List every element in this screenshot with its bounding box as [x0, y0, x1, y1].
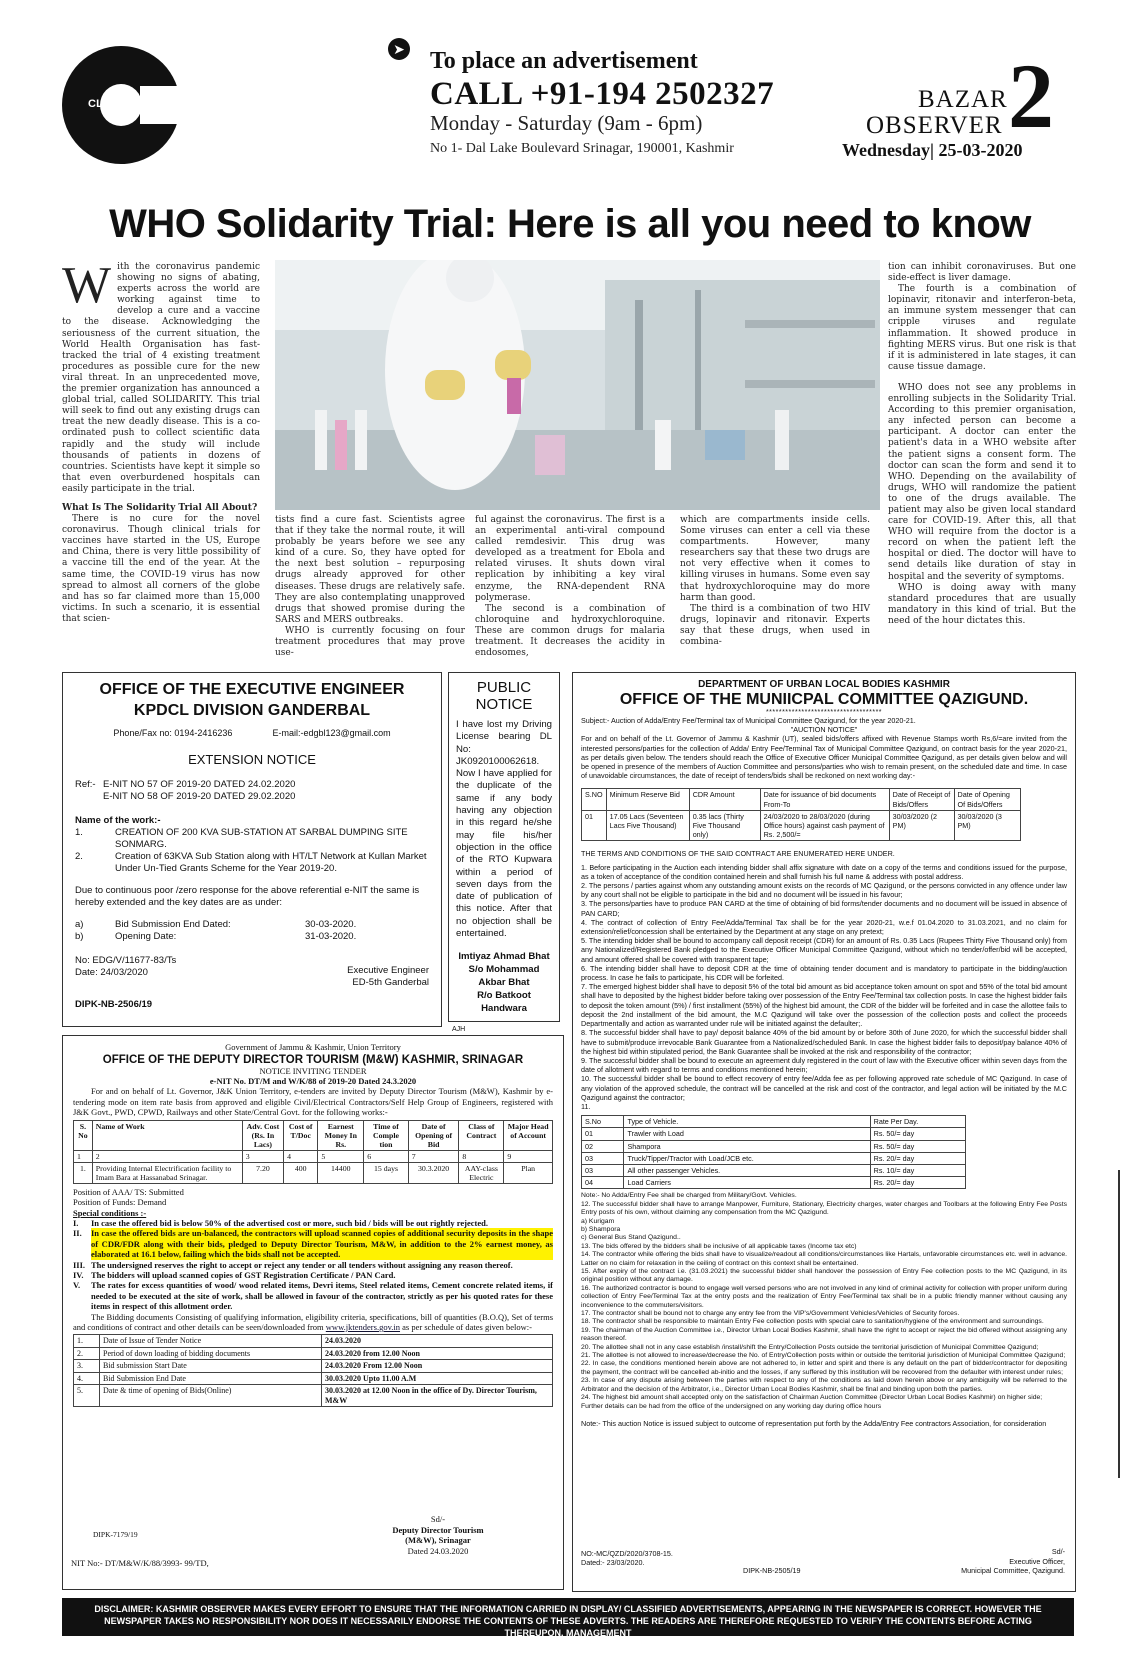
term-item: 17. The contractor shall be bound not to charge any entry fee from the VIP's/Government Vehicles/Vehicles of Security forces.	[581, 1310, 960, 1318]
ad-address: No 1- Dal Lake Boulevard Srinagar, 190001, Kashmir	[430, 141, 734, 156]
table-cell: 30/03/2020 (2 PM)	[889, 810, 954, 841]
table-row	[582, 1152, 966, 1164]
qazigund-auction-notice	[572, 672, 1076, 1592]
article-paragraph: WHO is doing away with many standard procedures that are usually mandatory in this kind of trial. But the need of the hour dictates this.	[888, 582, 1076, 626]
tourism-conditions	[73, 1218, 553, 1312]
tourism-docs	[73, 1312, 553, 1333]
ad-hours: Monday - Saturday (9am - 6pm)	[430, 111, 703, 135]
qazigund-terms-continued	[581, 1192, 1067, 1411]
table-cell: AAY-class Electric	[459, 1162, 504, 1183]
kpdcl-refs	[75, 779, 429, 803]
qazigund-terms-title: THE TERMS AND CONDITIONS OF THE SAID CONTRACT ARE ENUMERATED HERE UNDER.	[581, 849, 895, 859]
public-notice-signatory	[456, 950, 552, 1015]
tourism-title: OFFICE OF THE DEPUTY DIRECTOR TOURISM (M&W) KASHMIR, SRINAGAR	[102, 1054, 524, 1066]
article-column-1	[62, 257, 260, 625]
qazigund-dept: DEPARTMENT OF URBAN LOCAL BODIES KASHMIR	[698, 679, 950, 690]
table-cell: 30.3.2020	[408, 1162, 459, 1183]
table-cell: 3	[242, 1150, 283, 1162]
table-cell: Rs. 50/= day	[870, 1140, 965, 1152]
article-paragraph: The second is a combination of chloroquine and hydroxychloroquine. These are common drugs for malaria treatment. It decreases the acidity in endosomes,	[475, 603, 665, 659]
key-date-label: b)	[75, 931, 84, 942]
kpdcl-date: Date: 24/03/2020	[75, 967, 148, 978]
tourism-sub: NOTICE INVITING TENDER	[259, 1066, 367, 1076]
term-item: Further details can be had from the office of the undersigned on any working day during office hours	[581, 1402, 882, 1410]
table-cell: Date of Issue of Tender Notice	[100, 1335, 322, 1348]
key-date	[75, 919, 429, 931]
classifieds-logo	[62, 46, 180, 166]
table-cell: Rs. 20/= day	[870, 1177, 965, 1189]
table-cell: 1	[74, 1150, 93, 1162]
position-line: Position of AAA/ TS: Submitted	[73, 1186, 184, 1197]
term-item: 13. The bids offered by the bidders shall be inclusive of all applicable taxes (Income tax etc)	[581, 1242, 857, 1250]
qazigund-ref	[581, 1549, 673, 1567]
table-cell: 15 days	[364, 1162, 409, 1183]
table-cell: 4.	[74, 1372, 100, 1385]
public-notice-body: I have lost my Driving License bearing DL No: JK0920100062618. Now I have applied for the duplicate of the same if any body having any objection in this regard he/she may file his/her objection in the office of the RTO Kupwara within a period of seven days from the date of publication of this notice. After that no objection shall be entertained.	[456, 719, 552, 940]
tourism-dipk: DIPK-7179/19	[93, 1530, 138, 1539]
jktenders-link[interactable]: www.jktenders.gov.in	[325, 1322, 401, 1333]
ref-line: E-NIT NO 57 OF 2019-20 DATED 24.02.2020	[103, 779, 296, 790]
public-notice-subtitle: NOTICE	[475, 696, 533, 713]
table-header-cell: CDR Amount	[689, 789, 760, 810]
table-cell: 24.03.2020	[322, 1335, 553, 1348]
table-cell: Trawler with Load	[624, 1128, 870, 1140]
term-item: Note:- No Adda/Entry Fee shall be charged from Military/Govt. Vehicles.	[581, 1192, 797, 1200]
table-header-cell: Adv. Cost (Rs. In Lacs)	[242, 1120, 283, 1150]
table-cell: Providing Internal Electrification facility to Imam Bara at Hassanabad Srinagar.	[92, 1162, 242, 1183]
kpdcl-footer	[75, 955, 429, 989]
key-date-label: a)	[75, 919, 84, 930]
signatory-line: S/o Mohammad	[468, 964, 540, 976]
table-row	[74, 1162, 553, 1183]
table-cell: 01	[582, 810, 607, 841]
table-cell: 0.35 lacs (Thirty Five Thousand only)	[689, 810, 760, 841]
tourism-intro: For and on behalf of Lt. Governor, J&K Union Territory, e-tenders are invited by Deputy Director Tourism (M&W), Kashmir by e-tendering mode on item rate basis from approved and eligible Civil/Electrical Contractors/Self Help Group of Engineers, registered with J&K Govt., PWD, CPWD, Railways and other State/Central Govt. for the following works:-	[73, 1086, 553, 1118]
qazigund-stars: ************************************	[765, 709, 883, 716]
table-row	[582, 1177, 966, 1189]
arrow-circle-icon: ➤	[388, 38, 410, 60]
condition-number: I.	[73, 1218, 79, 1228]
term-item: 14. The contractor while offering the bids shall have to visualize/readout all conditions/circumstances like Hartals, unfavorable circumstances etc. well in advance. Latter on no claim for relaxation in the ceiling of contract on this context shall be entertained.	[581, 1251, 1067, 1267]
qazigund-note: Note:- This auction Notice is issued subject to outcome of representation put forth by the Adda/Entry Fee contractors Association, for consideration	[581, 1418, 1047, 1428]
table-header-cell: Rate Per Day.	[870, 1116, 965, 1128]
table-header-cell: S.NO	[582, 789, 607, 810]
tourism-tender-notice	[62, 1035, 564, 1590]
signatory-line: Handwara	[481, 1003, 527, 1015]
qazigund-dated: Dated:- 23/03/2020.	[581, 1557, 645, 1567]
tourism-signature	[363, 1514, 513, 1556]
page-number: 2	[1008, 45, 1054, 147]
signatory-line: Akbar Bhat	[478, 977, 530, 989]
term-item: 15. After expiry of the contract i.e. (31.03.2021) the successful bidder shall handover the possession of Entry Fee collection posts to the MC Qazigund, in its original position without any damage.	[581, 1268, 1067, 1284]
term-item: 22. In case, the conditions mentioned herein above are not adhered to, in letter and spirit and there is any default on the part of bidder/contractor for depositing the payment, the contract will be cancelled ab-initio and the losses, if any suffered by this institution will be recovered from the defaulter with interest under rules;	[581, 1360, 1067, 1376]
table-header-cell: Date of Opening Of Bids/Offers	[954, 789, 1021, 810]
article-paragraph: which are compartments inside cells. Some viruses can enter a cell via these compartments. However, many researchers say that these two drugs are not very effective when it comes to killing viruses in humans. Some even say that hydroxychloroquine may do more harm than good.	[680, 515, 870, 603]
table-cell: 7	[408, 1150, 459, 1162]
work-number: 1.	[75, 827, 83, 838]
table-cell: 04	[582, 1177, 624, 1189]
qazigund-signatory-office: Municipal Committee, Qazigund.	[961, 1565, 1065, 1575]
tourism-nit: e-NIT No. DT/M and W/K/88 of 2019-20 Dated 24.3.2020	[209, 1076, 417, 1086]
sd-label: Sd/-	[1051, 1547, 1065, 1557]
table-header-cell: Date of Opening of Bid	[408, 1120, 459, 1150]
table-cell: 7.20	[242, 1162, 283, 1183]
table-cell: 30/03/2020 (3 PM)	[954, 810, 1021, 841]
article-paragraph: ith the coronavirus pandemic showing no signs of abating, experts across the world are working against time to develop a cure and a vaccine to the disease. Acknowledging the seriousness of the current situation, the World Health Organisation has fast-tracked the trial of 4 existing treatment procedures as possible cure for the new viral threat. In an unprecedented move, the premier organization has announced a global trial, called SOLIDARITY. This trial will seek to find out any existing drugs can treat the new deadly disease. This is a co-ordinated push to collect scientific data rapidly and the study will include thousands of patients in dozens of countries. Scientists have kept it simple so that even overburdened hospitals can easily participate in the trial.	[62, 262, 260, 494]
term-item: 2. The persons / parties against whom any outstanding amount exists on the records of MC Qazigund, or the persons convicted in any offence under law by any court shall not be eligible to participate in the bid and no document will be issued in his favour;	[581, 881, 1067, 900]
paper-name-bazar: BAZAR	[918, 86, 1008, 113]
term-item: 5. The intending bidder shall be bound to accompany call deposit receipt (CDR) for an amount of Rs. 0.35 Lacs (Rupees Thirty Five Thousand only) from any Nationalized/Registered Bank pledged to the Executive Officer Municipal Committee Qazigund, without which no tender/offer/bid will be accepted, and amount offered shall be covered with transparent tape;	[581, 936, 1067, 964]
table-header-cell: Major Head of Account	[504, 1120, 553, 1150]
qazigund-terms	[581, 863, 1067, 1111]
work-text: CREATION OF 200 KVA SUB-STATION AT SARBAL DUMPING SITE SONMARG.	[115, 827, 408, 850]
qazigund-auction-label: "AUCTION NOTICE"	[790, 725, 858, 735]
work-item	[75, 827, 429, 851]
term-item: 18. The contractor shall be responsible to maintain Entry Fee collection posts with special care to sanitation/hygiene of the environment and surroundings.	[581, 1318, 1044, 1326]
term-item: 19. The chairman of the Auction Committee i.e., Director Urban Local Bodies Kashmir, shall have the right to accept or reject the bid offered without assigning any reason thereof.	[581, 1326, 1067, 1343]
condition-item	[73, 1270, 553, 1280]
ref-label: Ref:-	[75, 779, 96, 790]
table-cell: 17.05 Lacs (Seventeen Lacs Five Thousand)	[606, 810, 689, 841]
table-cell: Bid Submission End Date	[100, 1372, 322, 1385]
work-text: Creation of 63KVA Sub Station along with HT/LT Network at Kullan Market Under Un-Tied Grants Scheme for the Year 2019-20.	[115, 851, 427, 874]
table-header-cell: Time of Comple tion	[364, 1120, 409, 1150]
table-cell: 24/03/2020 to 28/03/2020 (during Office hours) against cash payment of Rs. 2,500/=	[760, 810, 889, 841]
table-header-cell: Date of Receipt of Bids/Offers	[889, 789, 954, 810]
term-item: 4. The contract of collection of Entry Fee/Adda/Terminal Tax shall be for the year 2020-21, w.e.f 01.04.2020 to 31.03.2021, and no claim for extension/relief/concession shall be entertained by the Department at any stage on any pretext;	[581, 917, 1067, 937]
table-cell: 24.03.2020 From 12.00 Noon	[322, 1360, 553, 1373]
term-item: 1. Before participating in the Auction each intending bidder shall affix signature with date on a copy of the terms and conditions issued for the purpose, as a token of acceptance of the condition contained herein and shall furnish his full name & address with postal address.	[581, 862, 1067, 881]
kpdcl-notice-title: EXTENSION NOTICE	[188, 752, 316, 767]
table-cell: 6	[364, 1150, 409, 1162]
tourism-works-table	[73, 1120, 553, 1184]
term-item: 11.	[581, 1101, 591, 1111]
table-row	[74, 1335, 553, 1348]
qazigund-signatory: Executive Officer,	[1009, 1556, 1065, 1566]
table-cell: Rs. 50/= day	[870, 1128, 965, 1140]
tourism-nit-no: NIT No:- DT/M&W/K/88/3993- 99/TD,	[71, 1558, 209, 1568]
table-cell: 8	[459, 1150, 504, 1162]
ad-phone: CALL +91-194 2502327	[430, 76, 775, 112]
docs-text: The Bidding documents Consisting of qualifying information, eligibility criteria, specifications, bill of quantities (B.O.Q), Set of terms and conditions of contract and other details can be seen/downloaded from	[73, 1311, 553, 1333]
term-item: 7. The emerged highest bidder shall have to deposit 5% of the total bid amount as bid acceptance token amount on spot and 55% of the total bid amount shall have to deposited by the highest bidder before taking over possession of the Entry Fee/Terminal tax collection posts. In case the highest bidder fails to deposit the token amount (5%) / first installment (55%) of the highest bid amount, the CDR of the bidder will be forfeited and in case the allottee fails to deposit the 2nd installment of the bid amount, the M.C Qazigund will take over the possession of the collection posts and collect the proceeds Departmentally and action as warranted under rule will be initiated against the defaulter;.	[581, 982, 1067, 1029]
table-cell: 02	[582, 1140, 624, 1152]
table-header-cell: Cost of T/Doc	[284, 1120, 318, 1150]
condition-text: In case the offered bids are un-balanced, the contractors will upload scanned copies of additional security deposits in the shape of CDR/FDR along with their bids, pledged to Deputy Director Tourism, M&W, in addition to the 2% earnest money, as elaborated at 16.1 below, failing which the bids shall not be accepted.	[91, 1228, 553, 1260]
key-date	[75, 931, 429, 943]
kpdcl-title: OFFICE OF THE EXECUTIVE ENGINEER	[99, 681, 405, 698]
tourism-signatory-office: (M&W), Srinagar	[405, 1535, 471, 1545]
key-date-value: 31-03-2020.	[305, 931, 357, 942]
condition-number: V.	[73, 1280, 81, 1291]
tourism-signatory: Deputy Director Tourism	[392, 1524, 484, 1535]
term-item: a) Kurigam	[581, 1217, 615, 1225]
table-cell: 01	[582, 1128, 624, 1140]
kpdcl-signatory: Executive Engineer	[347, 965, 429, 976]
term-item: b) Shampora	[581, 1225, 621, 1233]
ad-headline: To place an advertisement	[430, 48, 698, 74]
table-cell: 30.03.2020 at 12.00 Noon in the office of Dy. Director Tourism, M&W	[322, 1385, 553, 1407]
drop-cap: W	[62, 257, 112, 314]
table-header-cell: S. No	[74, 1120, 93, 1150]
table-cell: All other passenger Vehicles.	[624, 1164, 870, 1176]
lab-scientist-image	[275, 260, 880, 510]
table-cell: 400	[284, 1162, 318, 1183]
article-paragraph: There is no cure for the novel coronavirus. Though clinical trials for vaccines have started in the US, Europe and China, there is very little possibility of a vaccine till the end of the year. At the same time, the COVID-19 virus has now spread to almost all corners of the globe and has so far claimed more than 15,000 victims. In such a scenario, it is essential that scien-	[62, 514, 260, 624]
table-row	[582, 1140, 966, 1152]
term-item: 6. The intending bidder shall have to deposit CDR at the time of obtaining tender document and is mandatory to participate in the bidding/auction process. In case he fails to participate, his CDR will be forfeited.	[581, 963, 1067, 983]
tourism-dates-table	[73, 1334, 553, 1407]
article-paragraph: The third is a combination of two HIV drugs, lopinavir and ritonavir. Experts say that these drugs, when used in combina-	[680, 603, 870, 648]
kpdcl-signatory-office: ED-5th Ganderbal	[352, 977, 429, 988]
table-cell: Rs. 10/= day	[870, 1164, 965, 1176]
key-date-text: Bid Submission End Dated:	[115, 919, 231, 930]
work-number: 2.	[75, 851, 83, 862]
article-column-2	[275, 515, 465, 659]
condition-text: The undersigned reserves the right to accept or reject any tender or all tenders without assigning any reason thereof.	[91, 1259, 513, 1270]
qazigund-intro: For and on behalf of the Lt. Governor of Jammu & Kashmir (UT), sealed bids/offers affixed with Revenue Stamps worth Rs,6/=are invited from the interested persons/parties for the collection of Adda/ Entry Fee/Terminal Tax of Municipal Committee Qazigund, on contract basis for the year 2020-21, as per details given below. The tenders should reach the Office of Executive Officer Municipal Committee Qazigund, as per details given below and will be opened in presence of the members of Auction Committee and persons/parties who wish to remain present, on the scheduled date and time. In case of unavoidable circumstances, the date of receipt of tenders/bids shall be reckoned on next working day:-	[581, 734, 1067, 781]
condition-text: The rates for excess quantities of wood/ wood related items, Devri items, Steel related items, Cement concrete related items, if needed to be executed at the site of work, shall be allowed in favour of the contractor, strictly as per his quoted rates for these items in respect of this allotment order.	[91, 1280, 553, 1312]
kpdcl-division: KPDCL DIVISION GANDERBAL	[133, 702, 371, 719]
table-row	[74, 1360, 553, 1373]
article-paragraph: tion can inhibit coronaviruses. But one side-effect is liver damage.	[888, 262, 1076, 284]
issue-date: Wednesday| 25-03-2020	[842, 140, 1023, 160]
table-header-cell: Minimum Reserve Bid	[606, 789, 689, 810]
tourism-position	[73, 1187, 553, 1218]
ref-line: E-NIT NO 58 OF 2019-20 DATED 29.02.2020	[103, 791, 296, 802]
table-header-row	[582, 1116, 966, 1128]
table-header-cell: Type of Vehicle.	[624, 1116, 870, 1128]
condition-number: III.	[73, 1259, 86, 1270]
docs-text-tail: as per schedule of dates given below:-	[402, 1322, 532, 1333]
table-cell: 24.03.2020 from 12.00 Noon	[322, 1347, 553, 1360]
condition-text: In case the offered bid is below 50% of the advertised cost or more, such bid / bids will be out rightly rejected.	[91, 1218, 488, 1228]
article-column-4	[680, 515, 870, 648]
public-notice	[448, 672, 560, 1033]
paper-name-observer: OBSERVER	[866, 112, 1003, 139]
kpdcl-phone: Phone/Fax no: 0194-2416236	[113, 728, 233, 738]
qazigund-signature	[961, 1547, 1065, 1575]
table-cell: 14400	[318, 1162, 364, 1183]
condition-number: II.	[73, 1228, 82, 1239]
key-date-value: 30-03-2020.	[305, 919, 357, 930]
special-conditions-label: Special conditions :-	[73, 1207, 147, 1218]
table-cell: Period of down loading of bidding documents	[100, 1347, 322, 1360]
table-row	[74, 1385, 553, 1407]
table-cell: 4	[284, 1150, 318, 1162]
table-cell: 2.	[74, 1347, 100, 1360]
work-item	[75, 851, 429, 875]
table-header-cell: Date for issuance of bid documents From-To	[760, 789, 889, 810]
public-notice-title: PUBLIC	[476, 679, 532, 696]
table-cell: 1.	[74, 1162, 93, 1183]
term-item: 20. The allottee shall not in any case establish /install/shift the Entry/Collection Posts outside the territorial jurisdiction of Municipal Committee Qazigund;	[581, 1343, 1039, 1351]
term-item: 10. The successful bidder shall be bound to effect recovery of entry fee/Adda fee as per following approved rate schedule of MC Qazigund. In case of any violation of the approved schedule, the contract will be cancelled at the risk and cost of the contractor, and legal action will be initiated by the M.C Qazigund against the contractor;	[581, 1074, 1067, 1102]
signatory-line: Imtiyaz Ahmad Bhat	[458, 951, 550, 963]
kpdcl-reason: Due to continuous poor /zero response for the above referential e-NIT the same is hereby extended and the key dates are as under:	[75, 885, 420, 908]
table-cell: 2	[92, 1150, 242, 1162]
table-cell: Truck/Tipper/Tractor with Load/JCB etc.	[624, 1152, 870, 1164]
table-header-cell: Class of Contract	[459, 1120, 504, 1150]
table-cell: 30.03.2020 Upto 11.00 A.M	[322, 1372, 553, 1385]
table-number-row	[74, 1150, 553, 1162]
kpdcl-dipk: DIPK-NB-2506/19	[75, 999, 153, 1010]
table-cell: 03	[582, 1164, 624, 1176]
term-item: 24. The highest bid amount shall accepted only on the satisfaction of Chairman Auction Committee (Director Urban Local Bodies Kashmir) on higher side;	[581, 1394, 1043, 1402]
table-cell: Shampora	[624, 1140, 870, 1152]
article-paragraph: tists find a cure fast. Scientists agree that if they take the normal route, it will probably be years before we see any kind of a cure. So, they have opted for the next best solution – repurposing drugs already approved for other diseases. These drugs are relatively safe. They are also contemplating unapproved drugs that showed promise during the SARS and MERS outbreaks.	[275, 515, 465, 625]
table-row	[74, 1347, 553, 1360]
table-cell: Date & time of opening of Bids(Online)	[100, 1385, 322, 1407]
article-paragraph: WHO does not see any problems in enrolling subjects in the Solidarity Trial. According to this premier organisation, any infected person can become a participant. A doctor can enter the patient's data in a WHO website after the patient signs a consent form. The doctor can scan the form and send it to WHO. Depending on the availability of drugs, WHO will randomize the patient to one of the drugs available. The patient may also be given local standard care for COVID-19. After this, all that WHO will require from the doctor is a record on when the patient left the hospital or died. The doctor will have to send details like duration of stay in hospital and the severity of symptoms.	[888, 382, 1076, 582]
article-subheading: What Is The Solidarity Trial All About?	[62, 502, 258, 513]
article-paragraph: WHO is currently focusing on four treatment procedures that may prove use-	[275, 625, 465, 659]
sd-label: Sd/-	[430, 1514, 446, 1524]
public-notice-ref: AJH	[452, 1026, 466, 1033]
table-header-cell: Name of Work	[92, 1120, 242, 1150]
table-row	[74, 1372, 553, 1385]
table-cell: Plan	[504, 1162, 553, 1183]
qazigund-subject: Subject:- Auction of Adda/Entry Fee/Terminal tax of Municipal Committee Qazigund, for the year 2020-21.	[581, 716, 916, 725]
kpdcl-extension-notice	[62, 672, 442, 1027]
table-header-row	[74, 1120, 553, 1150]
table-cell: Bid submission Start Date	[100, 1360, 322, 1373]
qazigund-bid-table	[581, 788, 1021, 841]
term-item: 16. The authorized contractor is bound to engage well versed persons who are not involved in any kind of criminal activity for collection with proper uniform during collection of Entry Fee/Terminal Tax at the entry posts and the realization of Entry Fee/Terminal tax shall be in a public friendly manner without causing any inconvenience to the commuters/visitors.	[581, 1284, 1067, 1309]
logo-text: CLASSIFIEDS	[88, 98, 163, 110]
article-column-5	[888, 262, 1076, 627]
article-paragraph: ful against the coronavirus. The first is a an experimental anti-viral compound called remdesivir. This drug was developed as a treatment for Ebola and related viruses. It shuts down viral replication by inhibiting a key viral enzyme, the RNA-dependent RNA polymerase.	[475, 515, 665, 603]
table-row	[582, 1128, 966, 1140]
term-item: 9. The successful bidder shall be bound to execute an agreement duly registered in the court of law with the Executive officer within seven days from the date of allotment with regard to terms and conditions mentioned herein;	[581, 1055, 1067, 1075]
table-cell: 9	[504, 1150, 553, 1162]
table-cell: 5	[318, 1150, 364, 1162]
term-item: 21. The allottee is not allowed to increase/decrease the No. of Entry/Collection posts within or outside the territorial jurisdiction of Municipal Committee Qazigund;	[581, 1352, 1066, 1360]
term-item: 8. The successful bidder shall have to pay/ deposit balance 40% of the bid amount by or before 30th of June 2020, for which the successful bidder shall have to submit/produce irrevocable Bank Guarantee from a Nationalized/scheduled Bank. In case the highest bidder fails to deposit/pay balance 40% of the highest bid within stipulated period, the Bank Guarantee shall be invoked at the risk and responsibility of the contractor;	[581, 1028, 1067, 1056]
condition-text: The bidders will upload scanned copies of GST Registration Certificate / PAN Card.	[91, 1270, 396, 1281]
term-item: 23. In case of any dispute arising between the parties with respect to any of the conditions as laid down herein above or any ambiguity will be referred to the Arbitrator and the decision of the Arbitrator, i.e., Director Urban Local Bodies Kashmir, shall be final and binding upon both the parties.	[581, 1377, 1067, 1393]
article-paragraph: The fourth is a combination of lopinavir, ritonavir and interferon-beta, an immune system messenger that can cripple viruses and regulate inflammation. It showed produce in fighting MERS virus. But one risk is that if it is administered in late stages, it can cause tissue damage.	[888, 284, 1076, 372]
condition-item	[73, 1280, 553, 1311]
term-item: 12. The successful bidder shall have to arrange Manpower, Furniture, Stationary, Electricity charges, water charges and Toolbars at the following Entry Fee Posts Entry posts of his own, without claiming any compensation from the MC Qazigund.	[581, 1200, 1067, 1217]
table-header-cell: Earnest Money In Rs.	[318, 1120, 364, 1150]
lab-photo	[275, 260, 880, 510]
condition-item	[73, 1260, 553, 1270]
table-row	[582, 810, 1021, 841]
adjacent-page-edge	[1118, 1170, 1140, 1478]
kpdcl-no: No: EDG/V/11677-83/Ts	[75, 955, 177, 966]
position-line: Position of Funds: Demand	[73, 1197, 167, 1208]
table-header-row	[582, 789, 1021, 810]
kpdcl-contact	[75, 728, 429, 738]
table-cell: 3.	[74, 1360, 100, 1373]
disclaimer-bar: DISCLAIMER: KASHMIR OBSERVER MAKES EVERY EFFORT TO ENSURE THAT THE INFORMATION CARRIED IN DISPLAY/ CLASSIFIED ADVERTISEMENTS, APPEARING IN THE NEWSPAPER IS CORRECT. HOWEVER THE NEWSPAPER TAKES NO RESPONSIBILITY NOR DOES IT NECESSARILY ENDORSE THE CONTENTS OF THESE ADVERTS. THE READERS ARE THEREFORE REQUESTED TO VERIFY THE CONTENTS BEFORE ACTING THEREUPON. MANAGEMENT	[62, 1598, 1074, 1636]
condition-item	[73, 1228, 553, 1259]
table-row	[582, 1164, 966, 1176]
key-date-text: Opening Date:	[115, 931, 177, 942]
qazigund-title: OFFICE OF THE MUNIICPAL COMMITTEE QAZIGUND.	[619, 691, 1029, 708]
table-cell: 5.	[74, 1385, 100, 1407]
table-cell: 1.	[74, 1335, 100, 1348]
table-cell: Rs. 20/= day	[870, 1152, 965, 1164]
condition-number: IV.	[73, 1270, 84, 1281]
work-label: Name of the work:-	[75, 815, 161, 826]
article-headline: WHO Solidarity Trial: Here is all you need to know	[109, 202, 1031, 246]
kpdcl-email: E-mail:-edgbl123@gmail.com	[272, 728, 391, 738]
signatory-line: R/o Batkoot	[477, 990, 531, 1002]
term-item: 3. The persons/parties have to produce PAN CARD at the time of obtaining of bid forms/tender documents and no document will be issued in absence of PAN CARD;	[581, 899, 1067, 918]
table-cell: 03	[582, 1152, 624, 1164]
tourism-dated: Dated 24.03.2020	[407, 1545, 469, 1556]
article-column-3	[475, 515, 665, 659]
qazigund-dipk: DIPK-NB-2505/19	[743, 1565, 801, 1575]
qazigund-no: NO:-MC/QZD/2020/3708-15.	[581, 1548, 673, 1558]
condition-item	[73, 1218, 553, 1228]
table-cell: Load Carriers	[624, 1177, 870, 1189]
term-item: c) General Bus Stand Qazigund..	[581, 1234, 681, 1242]
qazigund-vehicle-table	[581, 1115, 966, 1189]
tourism-gov: Government of Jammu & Kashmir, Union Territory	[225, 1042, 401, 1052]
table-header-cell: S.No	[582, 1116, 624, 1128]
